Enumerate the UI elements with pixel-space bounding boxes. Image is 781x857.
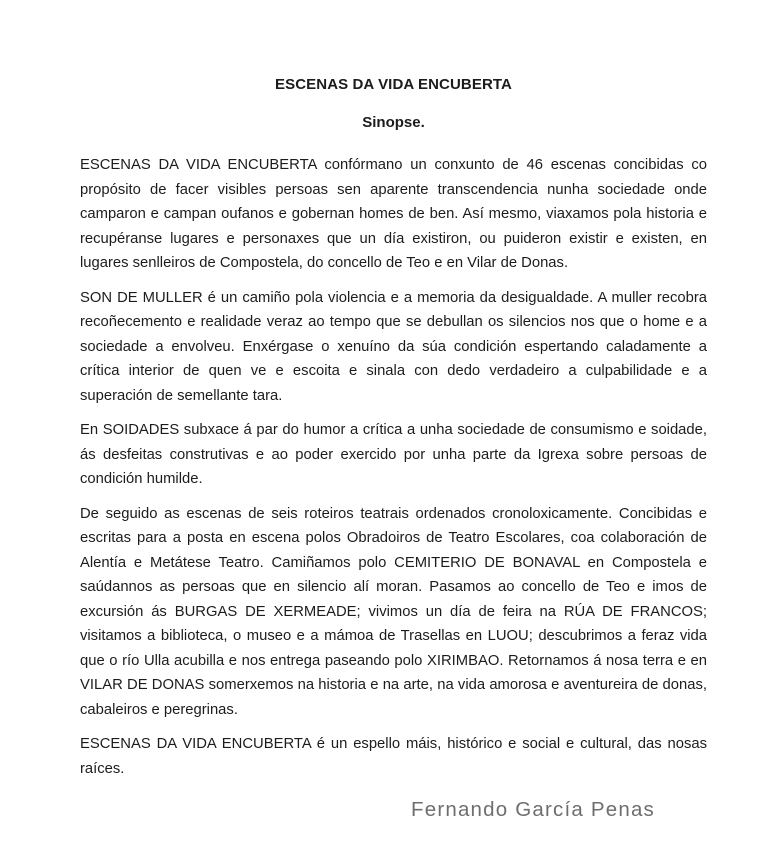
paragraph-closing: ESCENAS DA VIDA ENCUBERTA é un espello máis, histórico e social e cultural, das nosas raíces. (80, 736, 707, 777)
paragraph-son-de-muller: SON DE MULLER é un camiño pola violencia e a memoria da desigualdade. A muller recobra recoñecemento e realidade veraz ao tempo que se debullan os silencios nos que o home e a sociedade a envolveu. Enxérgase o xenuíno da súa condición espertando caladamente a crítica interior de quen ve e escoita e sinala con dedo verdadeiro a culpabilidade e a superación de semellante tara. (80, 289, 707, 404)
paragraph-roteiros: De seguido as escenas de seis roteiros teatrais ordenados cronoloxicamente. Concibidas e escritas para a posta en escena polos Obradoiros de Teatro Escolares, coa colaboración de Alentía e Metátese Teatro. Camiñamos polo CEMITERIO DE BONAVAL en Compostela e saúdannos as persoas que en silencio alí moran. Pasamos ao concello de Teo e imos de excursión ás BURGAS DE XERMEADE; vivimos un día de feira na RÚA DE FRANCOS; visitamos a biblioteca, o museo e a mámoa de Trasellas en LUOU; descubrimos a feraz vida que o río Ulla acubilla e nos entrega paseando polo XIRIMBAO. Retornamos á nosa terra e en VILAR DE DONAS somerxemos na historia e na arte, na vida amorosa e aventureira de donas, cabaleiros e peregrinas. (80, 505, 707, 718)
document-subtitle: Sinopse. (362, 114, 425, 131)
document-body (80, 153, 707, 781)
paragraph-soidades: En SOIDADES subxace á par do humor a crítica a unha sociedade de consumismo e soidade, ás desfeitas construtivas e ao poder exercido por unha parte da Igrexa sobre persoas de condición humilde. (80, 422, 707, 487)
author-signature: Fernando García Penas (411, 798, 655, 821)
paragraph-synopsis-overview: ESCENAS DA VIDA ENCUBERTA confórmano un conxunto de 46 escenas concibidas co propósito de facer visibles persoas sen aparente transcendencia nunha sociedade onde camparon e campan oufanos e gobernan homes de ben. Así mesmo, viaxamos pola historia e recupéranse lugares e personaxes que un día existiron, ou puideron existir e existen, en lugares senlleiros de Compostela, do concello de Teo e en Vilar de Donas. (80, 157, 707, 271)
document-title: ESCENAS DA VIDA ENCUBERTA (275, 76, 512, 93)
